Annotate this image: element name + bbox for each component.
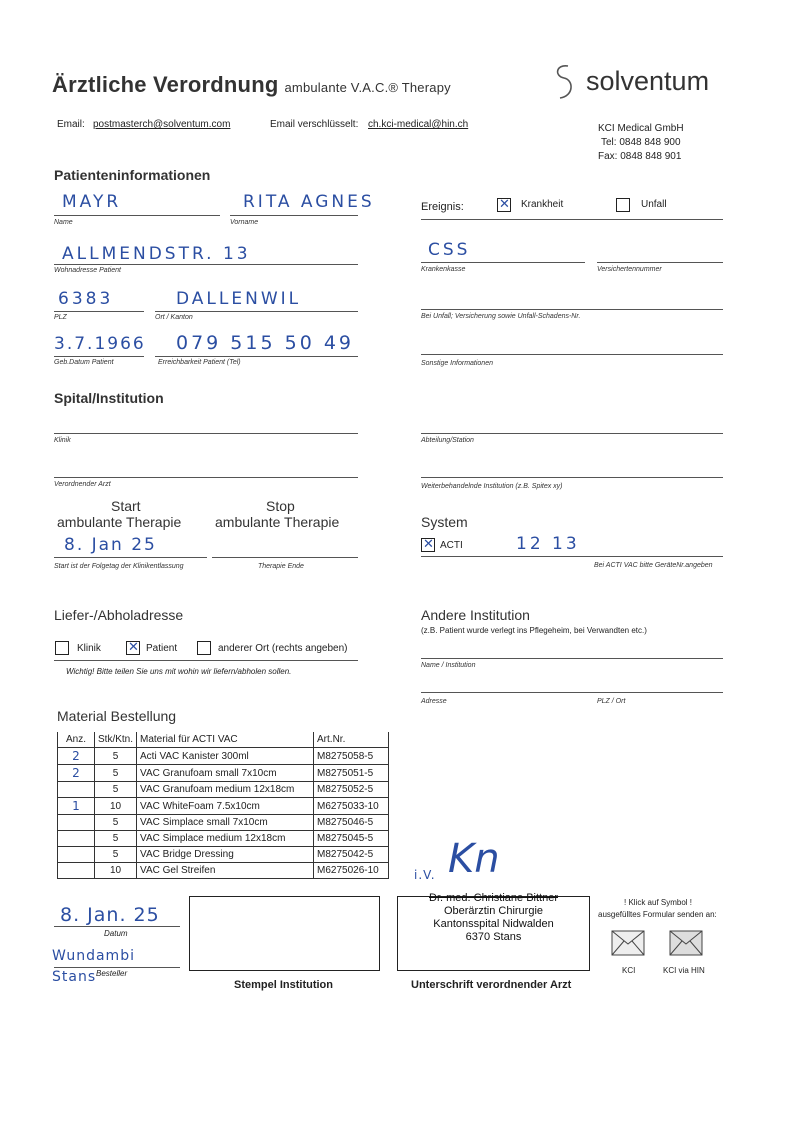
besteller-value[interactable]: Wundambi Stans	[52, 948, 135, 985]
material-pack: 5	[95, 847, 137, 863]
email-label: Email:	[57, 119, 85, 130]
col-art: Art.Nr.	[314, 732, 389, 748]
footer-date-label: Datum	[104, 929, 128, 938]
material-qty[interactable]: 2	[58, 748, 95, 765]
patient-plz-value[interactable]: 6383	[58, 289, 114, 309]
patient-tel-label: Erreichbarkeit Patient (Tel)	[158, 359, 241, 366]
solventum-logo-icon	[548, 62, 578, 102]
email-link[interactable]: postmasterch@solventum.com	[93, 119, 231, 130]
material-artnr: M6275033-10	[314, 798, 389, 815]
material-row	[58, 847, 389, 863]
sonstige-label: Sonstige Informationen	[421, 360, 493, 367]
company-tel: Tel: 0848 848 900	[601, 137, 681, 148]
delivery-other-checkbox[interactable]	[197, 641, 211, 655]
patient-plz-label: PLZ	[54, 314, 67, 321]
stamp-line3: Kantonsspital Nidwalden	[433, 918, 554, 930]
kci-hin-label: KCI via HIN	[663, 966, 705, 975]
besteller-label: Besteller	[96, 969, 128, 978]
material-name: VAC Granufoam medium 12x18cm	[137, 782, 314, 798]
acti-label: ACTI	[440, 540, 463, 551]
krankenkasse-label: Krankenkasse	[421, 266, 466, 273]
patient-address-label: Wohnadresse Patient	[54, 267, 121, 274]
material-pack: 5	[95, 748, 137, 765]
material-row	[58, 863, 389, 879]
material-name: VAC WhiteFoam 7.5x10cm	[137, 798, 314, 815]
versicherten-label: Versichertennummer	[597, 266, 662, 273]
stamp-name: Dr. med. Christiane Bittner	[429, 892, 558, 904]
material-row	[58, 831, 389, 847]
material-artnr: M8275042-5	[314, 847, 389, 863]
start-date-label: Start ist der Folgetag der Klinikentlassung	[54, 563, 184, 570]
patient-dob-value[interactable]: 3.7.1966	[54, 334, 146, 354]
col-anz: Anz.	[58, 732, 95, 748]
device-number-label: Bei ACTI VAC bitte GeräteNr.angeben	[594, 562, 713, 569]
patient-ort-value[interactable]: DALLENWIL	[176, 289, 302, 309]
delivery-other-label: anderer Ort (rechts angeben)	[218, 643, 348, 654]
material-name: Acti VAC Kanister 300ml	[137, 748, 314, 765]
delivery-patient-checkbox[interactable]	[126, 641, 140, 655]
material-pack: 5	[95, 831, 137, 847]
andere-plz-label: PLZ / Ort	[597, 698, 626, 705]
kci-label: KCI	[622, 966, 636, 975]
material-table	[57, 732, 389, 879]
klinik-label: Klinik	[54, 437, 71, 444]
spital-heading: Spital/Institution	[54, 390, 164, 406]
delivery-patient-label: Patient	[146, 643, 178, 654]
delivery-klinik-checkbox[interactable]	[55, 641, 69, 655]
company-name: KCI Medical GmbH	[598, 123, 684, 134]
andere-name-label: Name / Institution	[421, 662, 476, 669]
stempel-label: Stempel Institution	[234, 979, 333, 991]
unterschrift-label: Unterschrift verordnender Arzt	[411, 979, 572, 991]
material-row	[58, 798, 389, 815]
material-qty[interactable]	[58, 831, 95, 847]
stop-heading-1: Stop	[266, 498, 295, 514]
signature-prefix: i.V.	[414, 868, 436, 882]
krankheit-checkbox[interactable]	[497, 198, 511, 212]
material-pack: 10	[95, 863, 137, 879]
device-number-value[interactable]: 12 13	[516, 534, 580, 554]
start-heading-1: Start	[111, 498, 141, 514]
material-row	[58, 765, 389, 782]
patient-address-value[interactable]: ALLMENDSTR. 13	[62, 244, 251, 264]
system-heading: System	[421, 514, 468, 530]
material-qty[interactable]	[58, 863, 95, 879]
kci-mail-icon[interactable]	[611, 930, 645, 956]
krankheit-label: Krankheit	[521, 199, 564, 210]
signature-mark: Kn	[448, 836, 500, 882]
material-qty[interactable]	[58, 815, 95, 831]
acti-checkbox[interactable]	[421, 538, 435, 552]
company-fax: Fax: 0848 848 901	[598, 151, 682, 162]
material-artnr: M8275052-5	[314, 782, 389, 798]
material-artnr: M8275046-5	[314, 815, 389, 831]
patient-name-label: Name	[54, 219, 73, 226]
unfall-label: Unfall	[641, 199, 667, 210]
delivery-klinik-label: Klinik	[77, 643, 101, 654]
start-heading-2: ambulante Therapie	[57, 514, 182, 530]
material-qty[interactable]	[58, 847, 95, 863]
andere-adresse-label: Adresse	[421, 698, 447, 705]
stempel-box	[189, 896, 380, 971]
ereignis-label: Ereignis:	[421, 201, 464, 213]
material-row	[58, 815, 389, 831]
footer-date-value[interactable]: 8. Jan. 25	[60, 904, 160, 926]
kci-hin-mail-icon[interactable]	[669, 930, 703, 956]
logo-text: solventum	[586, 66, 710, 96]
arzt-label: Verordnender Arzt	[54, 481, 111, 488]
material-qty[interactable]: 2	[58, 765, 95, 782]
title-subtitle: ambulante V.A.C.® Therapy	[284, 80, 451, 95]
patient-dob-label: Geb.Datum Patient	[54, 359, 114, 366]
material-name: VAC Granufoam small 7x10cm	[137, 765, 314, 782]
email-enc-link[interactable]: ch.kci-medical@hin.ch	[368, 119, 469, 130]
material-artnr: M6275026-10	[314, 863, 389, 879]
delivery-heading: Liefer-/Abholadresse	[54, 607, 184, 623]
material-artnr: M8275045-5	[314, 831, 389, 847]
start-date-value[interactable]: 8. Jan 25	[64, 535, 157, 555]
material-pack: 5	[95, 782, 137, 798]
weiter-label: Weiterbehandelnde Institution (z.B. Spitex xy)	[421, 483, 563, 490]
material-heading: Material Bestellung	[57, 708, 177, 724]
unfall-checkbox[interactable]	[616, 198, 630, 212]
material-row	[58, 782, 389, 798]
stamp-line4: 6370 Stans	[465, 931, 522, 943]
material-qty[interactable]: 1	[58, 798, 95, 815]
material-pack: 5	[95, 765, 137, 782]
stop-date-label: Therapie Ende	[258, 563, 304, 570]
col-stk: Stk/Ktn.	[95, 732, 137, 748]
material-name: VAC Simplace small 7x10cm	[137, 815, 314, 831]
email-enc-label: Email verschlüsselt:	[270, 119, 359, 130]
delivery-note: Wichtig! Bitte teilen Sie uns mit wohin wir liefern/abholen sollen.	[66, 667, 292, 676]
form-title	[52, 72, 451, 98]
patient-heading: Patienteninformationen	[54, 167, 211, 183]
patient-ort-label: Ort / Kanton	[155, 314, 193, 321]
material-name: VAC Bridge Dressing	[137, 847, 314, 863]
material-qty[interactable]	[58, 782, 95, 798]
title-main: Ärztliche Verordnung	[52, 72, 279, 97]
material-pack: 10	[95, 798, 137, 815]
patient-vorname-label: Vorname	[230, 219, 259, 226]
material-name: VAC Simplace medium 12x18cm	[137, 831, 314, 847]
patient-vorname-value[interactable]: RITA AGNES	[243, 192, 375, 212]
krankenkasse-value[interactable]: CSS	[428, 240, 471, 260]
klick-line2: ausgefülltes Formular senden an:	[598, 910, 717, 919]
andere-heading: Andere Institution	[421, 607, 530, 623]
andere-sub: (z.B. Patient wurde verlegt ins Pflegeheim, bei Verwandten etc.)	[421, 626, 647, 635]
abteilung-label: Abteilung/Station	[421, 437, 474, 444]
material-row	[58, 748, 389, 765]
material-header-row	[58, 732, 389, 748]
col-material: Material für ACTI VAC	[137, 732, 314, 748]
material-artnr: M8275051-5	[314, 765, 389, 782]
stop-heading-2: ambulante Therapie	[215, 514, 340, 530]
material-artnr: M8275058-5	[314, 748, 389, 765]
material-name: VAC Gel Streifen	[137, 863, 314, 879]
stamp-line2: Oberärztin Chirurgie	[443, 905, 544, 917]
klick-line1: ! Klick auf Symbol !	[624, 898, 693, 907]
patient-name-value[interactable]: MAYR	[62, 192, 122, 212]
patient-tel-value[interactable]: 079 515 50 49	[176, 332, 355, 354]
unfall-info-label: Bei Unfall; Versicherung sowie Unfall-Schadens-Nr.	[421, 313, 581, 320]
material-pack: 5	[95, 815, 137, 831]
